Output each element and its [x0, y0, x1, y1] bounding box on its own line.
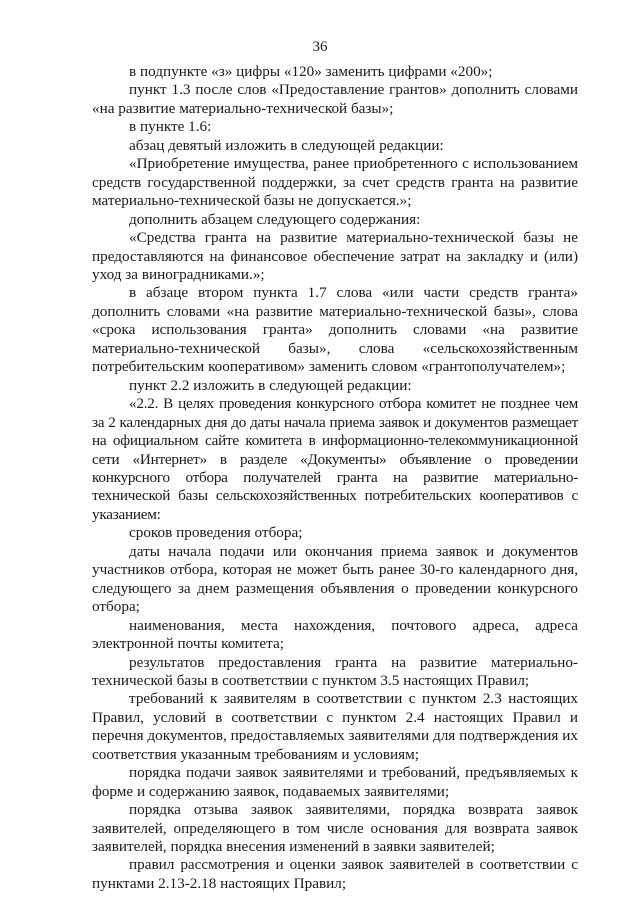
list-item: сроков проведения отбора;	[129, 524, 303, 542]
quoted-paragraph: «2.2. В целях проведения конкурсного отбора комитет не позднее чем за 2 календарных дня до даты начала приема заявок и документов размещает на официальном сайте комитета в информационно-телекоммуникационной сети «Интернет» в разделе «Документы» объявление о проведении конкурсного отбора получателей гранта на развитие материально-технической базы сельскохозяйственных потребительских кооперативов с указанием:	[92, 395, 578, 523]
list-item: результатов предоставления гранта на развитие материально-технической базы в соответствии с пунктом 3.5 настоящих Правил;	[92, 653, 578, 689]
paragraph: абзац девятый изложить в следующей редакции:	[129, 136, 444, 154]
paragraph: в подпункте «з» цифры «120» заменить цифрами «200»;	[129, 63, 493, 80]
list-item: порядка подачи заявок заявителями и требований, предъявляемых к форме и содержанию заявок, подаваемых заявителями;	[92, 764, 578, 800]
list-item: порядка отзыва заявок заявителями, порядка возврата заявок заявителей, определяющего в том числе основания для возврата заявок заявителей, порядка внесения изменений в заявки заявителей;	[92, 801, 578, 856]
page-number: 36	[312, 39, 328, 55]
paragraph: в абзаце втором пункта 1.7 слова «или части средств гранта» дополнить словами «на развитие материально-технической базы», слова «срока использования гранта» дополнить словами «на развитие материально-технической базы», слова «сельскохозяйственным потребительским кооперативом» заменить словом «грантополучателем»;	[92, 284, 578, 376]
list-item: даты начала подачи или окончания приема заявок и документов участников отбора, которая не может быть ранее 30-го календарного дня, следующего за днем размещения объявления о проведении конкурсного отбора;	[92, 542, 578, 616]
list-item: правил рассмотрения и оценки заявок заявителей в соответствии с пунктами 2.13-2.18 настоящих Правил;	[92, 856, 578, 892]
paragraph: пункт 1.3 после слов «Предоставление грантов» дополнить словами «на развитие материально-технической базы»;	[92, 81, 578, 117]
quoted-paragraph: «Средства гранта на развитие материально-технической базы не предоставляются на финансовое обеспечение затрат на закладку и (или) уход за виноградниками.»;	[92, 229, 578, 283]
list-item: наименования, места нахождения, почтового адреса, адреса электронной почты комитета;	[92, 616, 578, 653]
document-body	[92, 63, 578, 893]
paragraph: пункт 2.2 изложить в следующей редакции:	[129, 376, 412, 394]
list-item: требований к заявителям в соответствии с пунктом 2.3 настоящих Правил, условий в соответствии с пунктом 2.4 настоящих Правил и перечня документов, предоставляемых заявителями для подтверждения их соответствия указанным требованиям и условиям;	[92, 690, 578, 763]
quoted-paragraph: «Приобретение имущества, ранее приобретенного с использованием средств государственной поддержки, за счет средств гранта на развитие материально-технической базы не допускается.»;	[92, 155, 578, 210]
paragraph: в пункте 1.6:	[129, 118, 212, 136]
paragraph: дополнить абзацем следующего содержания:	[129, 210, 421, 228]
